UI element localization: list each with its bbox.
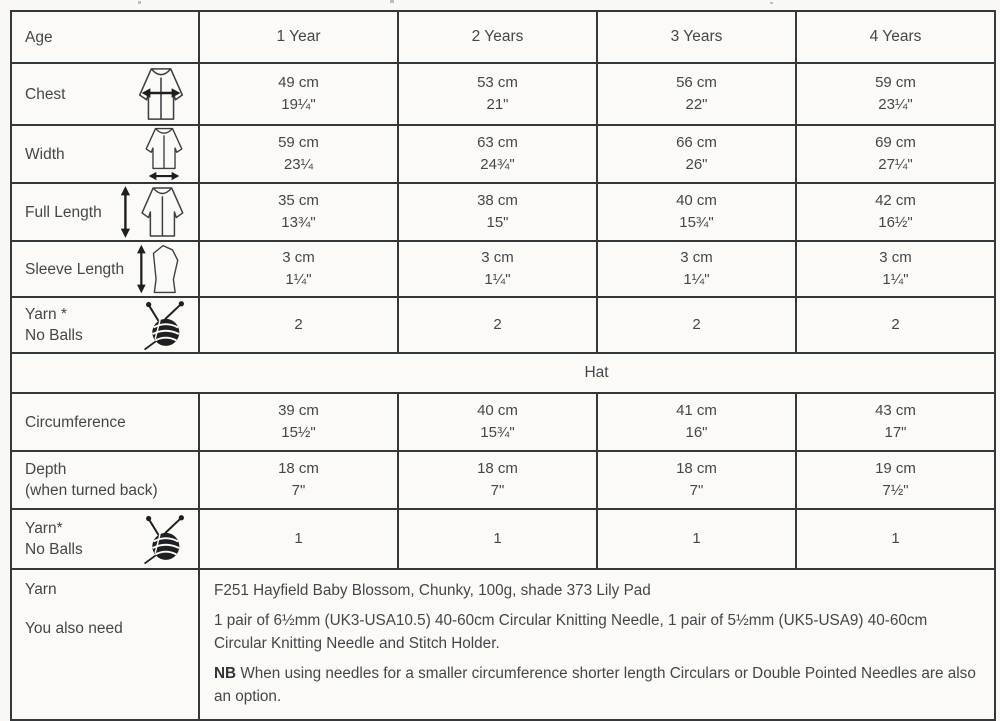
yarn-value-3: 2 xyxy=(597,297,796,353)
value-cm: 42 cm xyxy=(875,192,916,209)
label-wrap xyxy=(25,27,194,48)
yarn-label xyxy=(25,304,83,346)
value-inches: 7½" xyxy=(882,482,909,499)
depth-value-4 xyxy=(796,451,995,509)
sleeve-length-label xyxy=(25,259,124,280)
sleeve-length-value-3 xyxy=(597,241,796,297)
width-row xyxy=(11,125,995,183)
chest-value-2 xyxy=(398,63,597,125)
value-inches: 27¼" xyxy=(878,156,913,173)
width-label xyxy=(25,144,65,165)
full-length-value-3 xyxy=(597,183,796,241)
value-inches: 23¼" xyxy=(878,96,913,113)
cropped-text-remnant-top xyxy=(390,0,394,3)
value-inches: 16½" xyxy=(878,214,913,231)
nb-label: NB xyxy=(214,665,237,682)
label-wrap xyxy=(25,144,194,165)
nb-note-body: When using needles for a smaller circumference shorter length Circulars or Double Pointed Needles are also an option. xyxy=(214,665,976,705)
footer-content-cell xyxy=(199,569,995,720)
label-line-1: Width xyxy=(25,145,65,163)
value-cm: 40 cm xyxy=(477,402,518,419)
age-column-header-4: 4 Years xyxy=(796,11,995,63)
yarn-requirements-row xyxy=(11,569,995,720)
value-inches: 1¼" xyxy=(882,271,909,288)
value-cm: 3 cm xyxy=(879,249,912,266)
yarn-ball-icon xyxy=(138,298,192,352)
value-cm: 3 cm xyxy=(282,249,315,266)
depth-value-2 xyxy=(398,451,597,509)
age-label xyxy=(25,27,53,48)
value-inches: 15¾" xyxy=(679,214,714,231)
label-line-1: Sleeve Length xyxy=(25,260,125,278)
width-label-cell xyxy=(11,125,199,183)
depth-label xyxy=(25,459,158,501)
value-cm: 40 cm xyxy=(676,192,717,209)
size-table-body xyxy=(11,11,995,569)
circumference-value-3 xyxy=(597,393,796,451)
yarn-value-2: 1 xyxy=(398,509,597,569)
value-cm: 63 cm xyxy=(477,134,518,151)
label-line-1: Yarn * xyxy=(25,306,67,323)
width-value-1 xyxy=(199,125,398,183)
value-cm: 56 cm xyxy=(676,74,717,91)
sleeve-length-value-4 xyxy=(796,241,995,297)
chest-value-3 xyxy=(597,63,796,125)
depth-row xyxy=(11,451,995,509)
value-cm: 19 cm xyxy=(875,460,916,477)
sleeve-length-value-2 xyxy=(398,241,597,297)
value-cm: 43 cm xyxy=(875,402,916,419)
value-inches: 13¾" xyxy=(281,214,316,231)
yarn-spec-text: F251 Hayfield Baby Blossom, Chunky, 100g, shade 373 Lily Pad xyxy=(214,582,651,599)
yarn-ball-icon xyxy=(138,512,192,566)
yarn-row xyxy=(11,297,995,353)
label-line-1: Full Length xyxy=(25,203,102,221)
value-inches: 15½" xyxy=(281,424,316,441)
value-inches: 15" xyxy=(486,214,509,231)
circumference-value-4 xyxy=(796,393,995,451)
label-line-2: No Balls xyxy=(25,541,83,558)
value-inches: 1¼" xyxy=(683,271,710,288)
value-cm: 18 cm xyxy=(278,460,319,477)
value-inches: 26" xyxy=(685,156,708,173)
label-line-1: Chest xyxy=(25,85,66,103)
yarn-value-1: 2 xyxy=(199,297,398,353)
full-length-label xyxy=(25,202,102,223)
value-inches: 24¾" xyxy=(480,156,515,173)
width-value-2 xyxy=(398,125,597,183)
value-inches: 22" xyxy=(685,96,708,113)
value-cm: 66 cm xyxy=(676,134,717,151)
sleeve-length-row xyxy=(11,241,995,297)
nb-note-text xyxy=(214,662,976,708)
yarn-label-cell xyxy=(11,297,199,353)
full-length-value-1 xyxy=(199,183,398,241)
age-row xyxy=(11,11,995,63)
depth-label-cell xyxy=(11,451,199,509)
label-wrap xyxy=(25,259,194,280)
value-cm: 41 cm xyxy=(676,402,717,419)
value-inches: 1¼" xyxy=(484,271,511,288)
value-inches: 7" xyxy=(291,482,306,499)
value-cm: 53 cm xyxy=(477,74,518,91)
value-inches: 17" xyxy=(884,424,907,441)
label-line-1: Circumference xyxy=(25,413,126,431)
cropped-text-remnant-top xyxy=(138,1,141,4)
cropped-text-remnant-top xyxy=(770,2,773,4)
label-wrap xyxy=(25,518,194,560)
full-length-measure-icon xyxy=(118,184,192,240)
age-column-header-3: 3 Years xyxy=(597,11,796,63)
value-cm: 69 cm xyxy=(875,134,916,151)
circumference-value-2 xyxy=(398,393,597,451)
label-line-2: (when turned back) xyxy=(25,482,158,499)
hat-section-row xyxy=(11,353,995,393)
footer-label-cell xyxy=(11,569,199,720)
label-wrap xyxy=(25,459,194,501)
full-length-value-4 xyxy=(796,183,995,241)
label-line-1: Age xyxy=(25,28,53,46)
depth-value-3 xyxy=(597,451,796,509)
hat-section-cell xyxy=(11,353,995,393)
footer-label-yarn: Yarn xyxy=(25,581,57,598)
label-wrap xyxy=(25,202,194,223)
chest-value-1 xyxy=(199,63,398,125)
label-line-1: Yarn* xyxy=(25,520,63,537)
value-inches: 16" xyxy=(685,424,708,441)
width-value-3 xyxy=(597,125,796,183)
chest-label-cell xyxy=(11,63,199,125)
value-cm: 59 cm xyxy=(875,74,916,91)
value-cm: 18 cm xyxy=(477,460,518,477)
chest-row xyxy=(11,63,995,125)
yarn-value-4: 2 xyxy=(796,297,995,353)
age-column-header-1: 1 Year xyxy=(199,11,398,63)
footer-label-you-also-need: You also need xyxy=(25,620,123,637)
chest-label xyxy=(25,84,66,105)
label-wrap xyxy=(25,412,194,433)
value-inches: 15¾" xyxy=(480,424,515,441)
yarn-label xyxy=(25,518,83,560)
value-inches: 23¼ xyxy=(283,156,314,173)
label-line-1: Depth xyxy=(25,461,67,478)
chest-value-4 xyxy=(796,63,995,125)
value-inches: 1¼" xyxy=(285,271,312,288)
full-length-value-2 xyxy=(398,183,597,241)
value-cm: 49 cm xyxy=(278,74,319,91)
hat-section-label: Hat xyxy=(584,364,609,381)
label-wrap xyxy=(25,304,194,346)
value-cm: 3 cm xyxy=(680,249,713,266)
sleeve-length-measure-icon xyxy=(134,243,192,295)
value-inches: 21" xyxy=(486,96,509,113)
sleeve-length-value-1 xyxy=(199,241,398,297)
value-inches: 19¼" xyxy=(281,96,316,113)
circumference-label xyxy=(25,412,126,433)
label-line-2: No Balls xyxy=(25,327,83,344)
value-inches: 7" xyxy=(490,482,505,499)
yarn-value-2: 2 xyxy=(398,297,597,353)
age-column-header-2: 2 Years xyxy=(398,11,597,63)
chest-measure-icon xyxy=(130,65,192,123)
yarn-value-4: 1 xyxy=(796,509,995,569)
needles-spec-text: 1 pair of 6½mm (UK3-USA10.5) 40-60cm Circular Knitting Needle, 1 pair of 5½mm (UK5-USA9) 40-60cm Circular Knitting Needle and Stitch Holder. xyxy=(214,612,928,652)
width-value-4 xyxy=(796,125,995,183)
value-inches: 7" xyxy=(689,482,704,499)
yarn-label-cell xyxy=(11,509,199,569)
value-cm: 59 cm xyxy=(278,134,319,151)
value-cm: 18 cm xyxy=(676,460,717,477)
yarn-row xyxy=(11,509,995,569)
value-cm: 35 cm xyxy=(278,192,319,209)
yarn-value-1: 1 xyxy=(199,509,398,569)
circumference-label-cell xyxy=(11,393,199,451)
label-wrap xyxy=(25,84,194,105)
age-label-cell xyxy=(11,11,199,63)
circumference-value-1 xyxy=(199,393,398,451)
circumference-row xyxy=(11,393,995,451)
depth-value-1 xyxy=(199,451,398,509)
value-cm: 38 cm xyxy=(477,192,518,209)
sleeve-length-label-cell xyxy=(11,241,199,297)
yarn-value-3: 1 xyxy=(597,509,796,569)
width-measure-icon xyxy=(136,126,192,182)
value-cm: 3 cm xyxy=(481,249,514,266)
full-length-label-cell xyxy=(11,183,199,241)
size-table xyxy=(10,10,996,721)
value-cm: 39 cm xyxy=(278,402,319,419)
full-length-row xyxy=(11,183,995,241)
